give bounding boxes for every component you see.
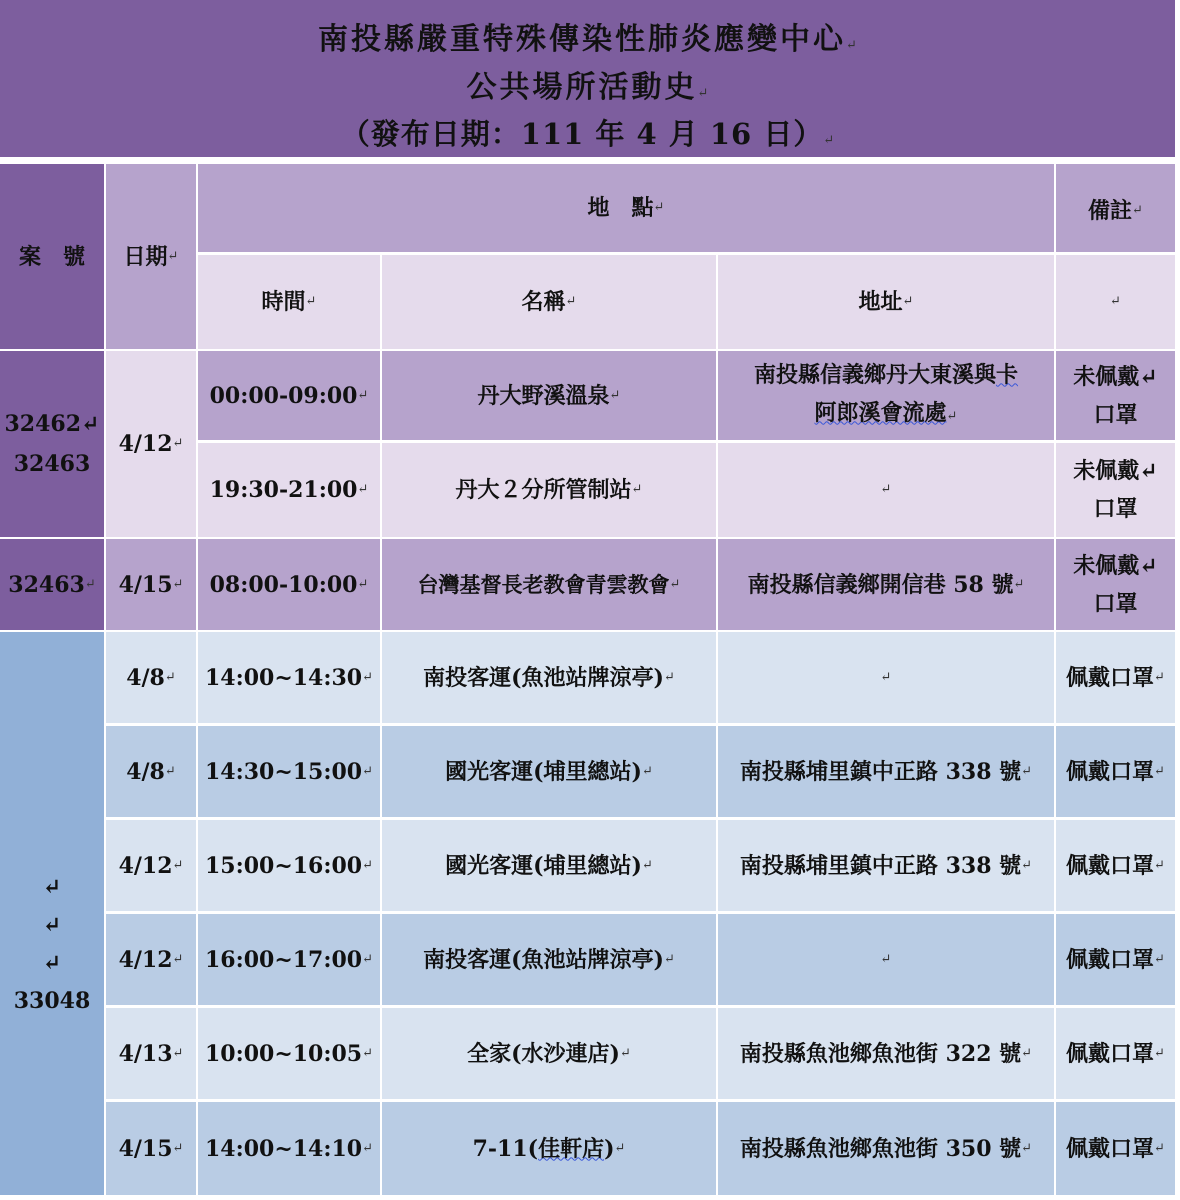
address-cell: ↵ bbox=[718, 914, 1054, 1005]
place-name-cell: 南投客運(魚池站牌涼亭) ↵ bbox=[382, 914, 716, 1005]
case-number-cell: 32462↵ 32463 bbox=[0, 351, 104, 537]
case-number-cell: 32463 ↵ bbox=[0, 539, 104, 630]
note-cell: 佩戴口罩 ↵ bbox=[1056, 1008, 1175, 1099]
place-name-cell: 國光客運(埔里總站) ↵ bbox=[382, 726, 716, 817]
place-name-cell: 台灣基督長老教會青雲教會 ↵ bbox=[382, 539, 716, 630]
date-cell: 4/12 ↵ bbox=[106, 351, 196, 537]
time-cell: 14:00~14:30 ↵ bbox=[198, 632, 380, 723]
note-cell: 佩戴口罩 ↵ bbox=[1056, 726, 1175, 817]
note-cell: 未佩戴↵ 口罩 bbox=[1056, 351, 1175, 440]
time-cell: 15:00~16:00 ↵ bbox=[198, 820, 380, 911]
date-cell: 4/15 ↵ bbox=[106, 1102, 196, 1195]
column-header-note-sub: ↵ bbox=[1056, 255, 1175, 349]
note-cell: 佩戴口罩 ↵ bbox=[1056, 1102, 1175, 1195]
note-cell: 佩戴口罩 ↵ bbox=[1056, 820, 1175, 911]
place-name-cell: 南投客運(魚池站牌涼亭) ↵ bbox=[382, 632, 716, 723]
document-header bbox=[0, 0, 1175, 157]
address-cell: ↵ bbox=[718, 632, 1054, 723]
column-header-location: 地 點 ↵ bbox=[198, 164, 1054, 252]
place-name-cell: 國光客運(埔里總站) ↵ bbox=[382, 820, 716, 911]
date-cell: 4/13 ↵ bbox=[106, 1008, 196, 1099]
column-header-date: 日期 ↵ bbox=[106, 164, 196, 349]
time-cell: 14:00~14:10 ↵ bbox=[198, 1102, 380, 1195]
time-cell: 14:30~15:00 ↵ bbox=[198, 726, 380, 817]
date-cell: 4/12 ↵ bbox=[106, 820, 196, 911]
note-cell: 未佩戴↵ 口罩 bbox=[1056, 443, 1175, 537]
title-line-2: 公共場所活動史↵ bbox=[466, 70, 709, 105]
time-cell: 19:30-21:00 ↵ bbox=[198, 443, 380, 537]
time-cell: 10:00~10:05 ↵ bbox=[198, 1008, 380, 1099]
release-date: （發布日期：111 年 4 月 16 日）↵ bbox=[340, 117, 835, 151]
case-number-cell: ↵ ↵ ↵ 33048 bbox=[0, 632, 104, 1195]
note-cell: 佩戴口罩 ↵ bbox=[1056, 914, 1175, 1005]
column-header-time: 時間 ↵ bbox=[198, 255, 380, 349]
address-cell: 南投縣信義鄉開信巷 58 號 ↵ bbox=[718, 539, 1054, 630]
place-name-cell: 7-11( 佳軒店 ) ↵ bbox=[382, 1102, 716, 1195]
time-cell: 16:00~17:00 ↵ bbox=[198, 914, 380, 1005]
column-header-case: 案 號 bbox=[0, 164, 104, 349]
address-cell: ↵ bbox=[718, 443, 1054, 537]
time-cell: 08:00-10:00 ↵ bbox=[198, 539, 380, 630]
column-header-note: 備註 ↵ bbox=[1056, 164, 1175, 252]
date-cell: 4/8 ↵ bbox=[106, 632, 196, 723]
address-cell: 南投縣埔里鎮中正路 338 號 ↵ bbox=[718, 726, 1054, 817]
column-header-address: 地址 ↵ bbox=[718, 255, 1054, 349]
column-header-name: 名稱 ↵ bbox=[382, 255, 716, 349]
time-cell: 00:00-09:00 ↵ bbox=[198, 351, 380, 440]
date-cell: 4/12 ↵ bbox=[106, 914, 196, 1005]
note-cell: 未佩戴↵ 口罩 bbox=[1056, 539, 1175, 630]
date-cell: 4/8 ↵ bbox=[106, 726, 196, 817]
place-name-cell: 丹大２分所管制站 ↵ bbox=[382, 443, 716, 537]
place-name-cell: 全家(水沙連店) ↵ bbox=[382, 1008, 716, 1099]
place-name-cell: 丹大野溪溫泉 ↵ bbox=[382, 351, 716, 440]
address-cell: 南投縣魚池鄉魚池街 322 號 ↵ bbox=[718, 1008, 1054, 1099]
date-cell: 4/15 ↵ bbox=[106, 539, 196, 630]
address-cell: 南投縣埔里鎮中正路 338 號 ↵ bbox=[718, 820, 1054, 911]
address-cell: 南投縣魚池鄉魚池街 350 號 ↵ bbox=[718, 1102, 1054, 1195]
address-cell: 南投縣信義鄉丹大東溪與卡 阿郎溪會流處↵ bbox=[718, 351, 1054, 440]
title-line-1: 南投縣嚴重特殊傳染性肺炎應變中心↵ bbox=[318, 22, 857, 57]
note-cell: 佩戴口罩 ↵ bbox=[1056, 632, 1175, 723]
